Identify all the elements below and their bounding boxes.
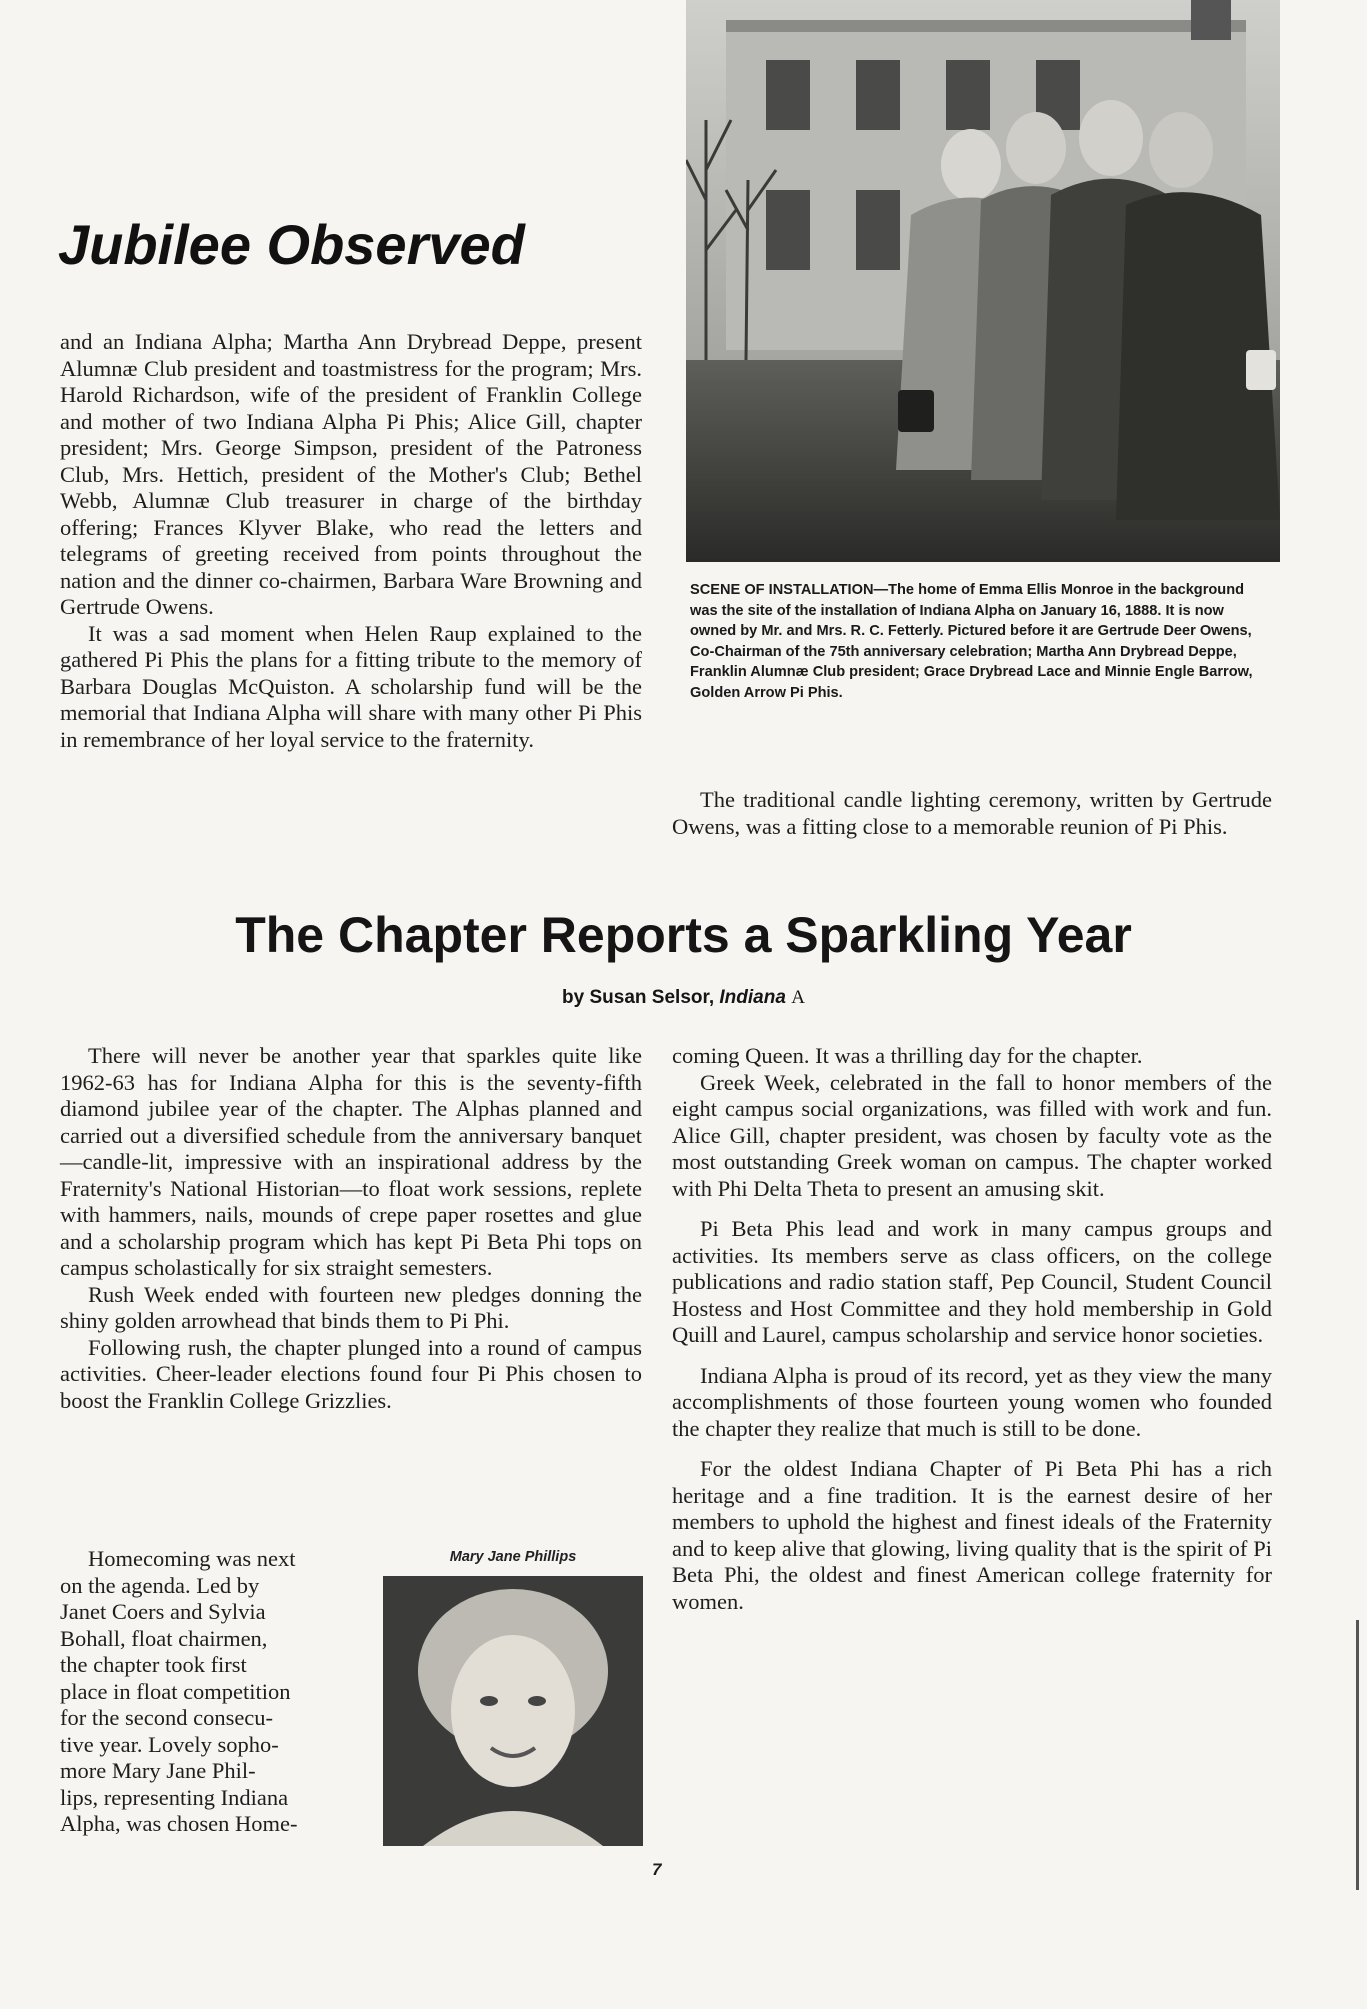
report-paragraph: Pi Beta Phis lead and work in many campus groups and activities. Its members serve as class officers, on the college publications and radio station staff, Pep Council, Student Council Hostess and Host Committee and they hold membership in Gold Quill and Laurel, campus scholarship and service honor societies. <box>672 1216 1272 1347</box>
jubilee-body <box>60 329 642 753</box>
report-column-right <box>672 1043 1272 1615</box>
homecoming-line: Alpha, was chosen Home- <box>60 1811 298 1836</box>
report-paragraph: Indiana Alpha is proud of its record, yet as they view the many accomplishments of those fourteen young women who founded the chapter they realize that much is still to be done. <box>672 1362 1272 1441</box>
byline-author: by Susan Selsor, <box>562 987 715 1008</box>
homecoming-line: place in float competition <box>60 1678 291 1704</box>
installation-photo-illustration <box>686 0 1280 562</box>
article-title-jubilee: Jubilee Observed <box>58 213 525 276</box>
homecoming-line: on the agenda. Led by <box>60 1572 260 1598</box>
portrait-photo <box>383 1576 643 1846</box>
report-paragraph: coming Queen. It was a thrilling day for the chapter. <box>672 1043 1143 1068</box>
report-column-left <box>60 1043 642 1414</box>
report-paragraph: For the oldest Indiana Chapter of Pi Beta Phi has a rich heritage and a fine tradition. It is the earnest desire of her members to uphold the highest and finest ideals of the Fraternity and to keep alive that glowing, living quality that is the spirit of Pi Beta Phi, the oldest and finest American college fraternity for women. <box>672 1456 1272 1614</box>
homecoming-line: Janet Coers and Sylvia <box>60 1599 266 1624</box>
report-paragraph: There will never be another year that sparkles quite like 1962-63 has for Indiana Alpha for this is the seventy-fifth diamond jubilee year of the chapter. The Alphas planned and carried out a diversified schedule from the anniversary banquet—candle-lit, impressive with an inspirational address by the Fraternity's National Historian—to float work sessions, replete with hammers, nails, mounds of crepe paper rosettes and glue and a scholarship program which has kept Pi Beta Phi tops on campus scholastically for six straight semesters. <box>60 1043 642 1280</box>
installation-photo <box>686 0 1280 562</box>
report-byline <box>0 987 1367 1009</box>
report-headline: The Chapter Reports a Sparkling Year <box>235 907 1132 963</box>
report-paragraph: Greek Week, celebrated in the fall to honor members of the eight campus social organizations, was filled with work and fun. Alice Gill, chapter president, was chosen by faculty vote as the most outstanding Greek woman on campus. The chapter worked with Phi Delta Theta to present an amusing skit. <box>672 1069 1272 1201</box>
portrait-caption: Mary Jane Phillips <box>449 1549 577 1565</box>
homecoming-line: Homecoming was next <box>88 1546 296 1571</box>
homecoming-block <box>60 1546 344 1838</box>
report-paragraph: Following rush, the chapter plunged into a round of campus activities. Cheer-leader elections found four Pi Phis chosen to boost the Franklin College Grizzlies. <box>60 1334 642 1413</box>
homecoming-line: Bohall, float chairmen, <box>60 1625 268 1651</box>
jubilee-paragraph: It was a sad moment when Helen Raup explained to the gathered Pi Phis the plans for a fitting tribute to the memory of Barbara Douglas McQuiston. A scholarship fund will be the memorial that Indiana Alpha will share with many other Pi Phis in remembrance of her loyal service to the fraternity. <box>60 620 642 752</box>
homecoming-line: for the second consecu- <box>60 1705 274 1730</box>
photo-caption: SCENE OF INSTALLATION—The home of Emma Ellis Monroe in the background was the site of the installation of Indiana Alpha on January 16, 1888. It is now owned by Mr. and Mrs. R. C. Fetterly. Pictured before it are Gertrude Deer Owens, Co-Chairman of the 75th anniversary celebration; Martha Ann Drybread Deppe, Franklin Alumnæ Club president; Grace Drybread Lace and Minnie Engle Barrow, Golden Arrow Pi Phis. <box>690 582 1253 701</box>
page-edge <box>1356 1620 1359 1890</box>
portrait-illustration <box>383 1576 643 1846</box>
homecoming-line: the chapter took first <box>60 1652 247 1677</box>
byline-chapter: Indiana <box>719 987 786 1008</box>
byline-letter: A <box>791 987 805 1008</box>
homecoming-line: tive year. Lovely sopho- <box>60 1731 279 1757</box>
homecoming-line: lips, representing Indiana <box>60 1784 289 1810</box>
report-paragraph: Rush Week ended with fourteen new pledges donning the shiny golden arrowhead that binds them to Pi Phi. <box>60 1281 642 1333</box>
jubilee-paragraph: and an Indiana Alpha; Martha Ann Drybread Deppe, present Alumnæ Club president and toastmistress for the program; Mrs. Harold Richardson, wife of the president of Franklin College and mother of two Indiana Alpha Pi Phis; Alice Gill, chapter president; Mrs. George Simpson, president of the Patroness Club, Mrs. Hettich, president of the Mother's Club; Bethel Webb, Alumnæ Club treasurer in charge of the birthday offering; Frances Klyver Blake, who read the letters and telegrams of greeting received from points throughout the nation and the dinner co-chairmen, Barbara Ware Browning and Gertrude Owens. <box>60 329 642 619</box>
homecoming-line: more Mary Jane Phil- <box>60 1758 256 1783</box>
jubilee-closing-block <box>672 787 1272 840</box>
jubilee-closing: The traditional candle lighting ceremony, written by Gertrude Owens, was a fitting close to a memorable reunion of Pi Phis. <box>672 787 1272 839</box>
page-number: 7 <box>652 1860 662 1879</box>
